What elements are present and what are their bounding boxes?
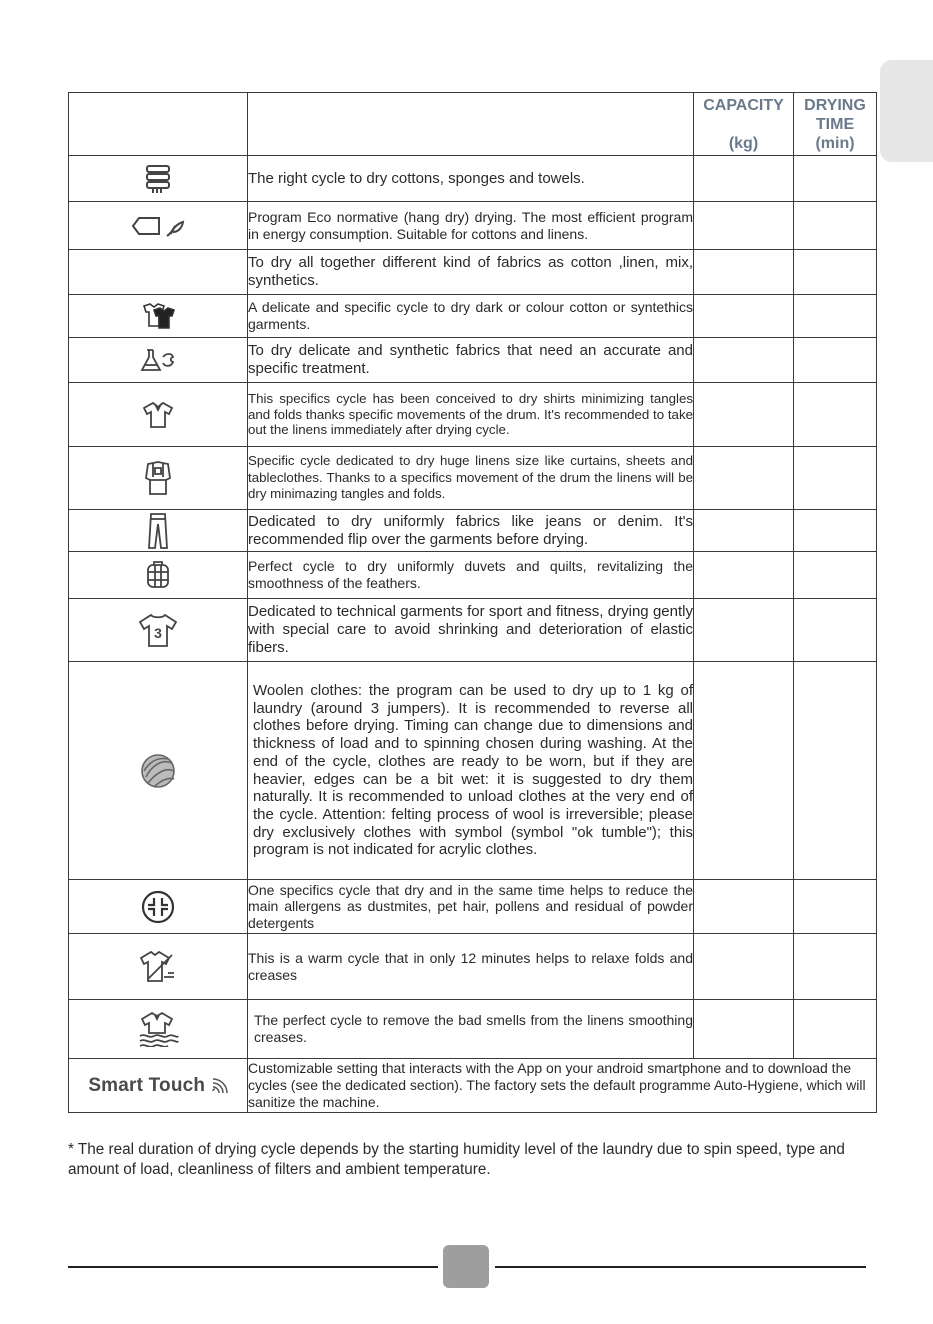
- row-description: Program Eco normative (hang dry) drying. The most efficient program in energy consumption. Suitable for cottons and linens.: [248, 202, 694, 250]
- page-number-badge: [443, 1245, 489, 1288]
- row-description: This is a warm cycle that in only 12 minutes helps to relaxe folds and creases: [248, 934, 694, 1000]
- row-description: This specifics cycle has been conceived to dry shirts minimizing tangles and folds thanks specific movements of the drum. It's recommended to take out the linens immediately after drying cycle.: [248, 383, 694, 447]
- large-linens-icon: [69, 447, 248, 510]
- refresh-icon: [69, 1000, 248, 1059]
- table-row: [69, 447, 877, 510]
- capacity-cell: [694, 202, 794, 250]
- relax-folds-icon: [69, 934, 248, 1000]
- row-description: Specific cycle dedicated to dry huge linens size like curtains, sheets and tableclothes. Thanks to a specifics movement of the drum the linens will be dry minimazing tangles and folds.: [248, 447, 694, 510]
- table-row: [69, 250, 877, 295]
- row-description: One specifics cycle that dry and in the same time helps to reduce the main allergens as dustmites, pet hair, pollens and residual of powder detergents: [248, 880, 694, 934]
- capacity-cell: [694, 383, 794, 447]
- time-cell: [794, 156, 877, 202]
- capacity-unit: (kg): [728, 134, 759, 152]
- table-header-row: [69, 93, 877, 156]
- table-row: [69, 552, 877, 599]
- time-cell: [794, 250, 877, 295]
- row-description: Perfect cycle to dry uniformly duvets and quilts, revitalizing the smoothness of the feathers.: [248, 552, 694, 599]
- row-description: Dedicated to technical garments for sport and fitness, drying gently with special care to avoid shrinking and deterioration of elastic fibers.: [248, 599, 694, 662]
- capacity-cell: [694, 510, 794, 552]
- capacity-cell: [694, 599, 794, 662]
- capacity-cell: [694, 250, 794, 295]
- header-capacity: [694, 93, 794, 156]
- sport-shirt-icon: [69, 599, 248, 662]
- capacity-cell: [694, 1000, 794, 1059]
- capacity-cell: [694, 156, 794, 202]
- header-drying-time: [794, 93, 877, 156]
- row-description: Woolen clothes: the program can be used to dry up to 1 kg of laundry (around 3 jumpers). It is recommended to reverse all clothes before drying. Timing can change due to dimensions and thickness of load and to spinning chosen during washing. At the end of the cycle, clothes are ready to be worn, but if they are heavier, edges can be a bit wet: it is suggested to dry them naturally. It is recommended to unload clothes at the very end of the cycle. Attention: felting process of wool is irreversible; please dry exclusively clothes with symbol (symbol "ok tumble"); this program is not indicated for acrylic clothes.: [248, 662, 694, 880]
- footer-rule-left: [68, 1266, 438, 1268]
- capacity-cell: [694, 880, 794, 934]
- footnote: * The real duration of drying cycle depends by the starting humidity level of the laundry due to spin speed, type and amount of load, cleanliness of filters and ambient temperature.: [68, 1141, 845, 1178]
- svg-text:3: 3: [154, 625, 162, 641]
- time-cell: [794, 880, 877, 934]
- duvet-icon: [69, 552, 248, 599]
- table-row: [69, 1000, 877, 1059]
- mix-fabrics-cell: [69, 250, 248, 295]
- anti-allergy-icon: [69, 880, 248, 934]
- table-row: [69, 599, 877, 662]
- capacity-cell: [694, 338, 794, 383]
- row-description: The perfect cycle to remove the bad smells from the linens smoothing creases.: [248, 1000, 694, 1059]
- time-cell: [794, 1000, 877, 1059]
- table-row: [69, 934, 877, 1000]
- row-description: To dry all together different kind of fabrics as cotton ,linen, mix, synthetics.: [248, 250, 694, 295]
- time-label: TIME: [815, 115, 855, 133]
- table-row: [69, 662, 877, 880]
- time-cell: [794, 338, 877, 383]
- towels-stack-icon: [69, 156, 248, 202]
- time-cell: [794, 662, 877, 880]
- time-unit: (min): [815, 134, 855, 152]
- jeans-icon: [69, 510, 248, 552]
- row-description: A delicate and specific cycle to dry dark or colour cotton or syntethics garments.: [248, 295, 694, 338]
- time-cell: [794, 295, 877, 338]
- smart-touch-row: [69, 1059, 877, 1113]
- smart-touch-description: Customizable setting that interacts with the App on your android smartphone and to download the cycles (see the dedicated section). The factory sets the default programme Auto-Hygiene, which will sanitize the machine.: [248, 1059, 877, 1113]
- time-cell: [794, 599, 877, 662]
- table-row: [69, 880, 877, 934]
- capacity-cell: [694, 295, 794, 338]
- table-row: [69, 156, 877, 202]
- table-row: [69, 202, 877, 250]
- programs-table: [68, 92, 877, 1113]
- wool-ball-icon: [69, 662, 248, 880]
- row-description: Dedicated to dry uniformly fabrics like jeans or denim. It's recommended flip over the garments before drying.: [248, 510, 694, 552]
- shirt-icon: [69, 383, 248, 447]
- eco-hang-dry-icon: [69, 202, 248, 250]
- row-description: The right cycle to dry cottons, sponges and towels.: [248, 156, 694, 202]
- time-cell: [794, 202, 877, 250]
- wireless-signal-icon: [210, 1075, 228, 1093]
- drying-label: DRYING: [804, 96, 866, 114]
- time-cell: [794, 510, 877, 552]
- time-cell: [794, 447, 877, 510]
- table-row: [69, 295, 877, 338]
- capacity-cell: [694, 662, 794, 880]
- smart-touch-cell: [69, 1059, 248, 1113]
- header-desc-cell: [248, 93, 694, 156]
- capacity-cell: [694, 934, 794, 1000]
- row-description: To dry delicate and synthetic fabrics that need an accurate and specific treatment.: [248, 338, 694, 383]
- delicates-flask-icon: [69, 338, 248, 383]
- table-row: [69, 338, 877, 383]
- table-row: [69, 510, 877, 552]
- table-row: [69, 383, 877, 447]
- capacity-label: CAPACITY: [703, 96, 784, 114]
- footer-rule-right: [495, 1266, 866, 1268]
- time-cell: [794, 552, 877, 599]
- section-tab: [880, 60, 933, 162]
- capacity-cell: [694, 552, 794, 599]
- time-cell: [794, 383, 877, 447]
- smart-touch-label: Smart Touch: [88, 1074, 206, 1096]
- header-icon-cell: [69, 93, 248, 156]
- dark-colour-garments-icon: [69, 295, 248, 338]
- time-cell: [794, 934, 877, 1000]
- capacity-cell: [694, 447, 794, 510]
